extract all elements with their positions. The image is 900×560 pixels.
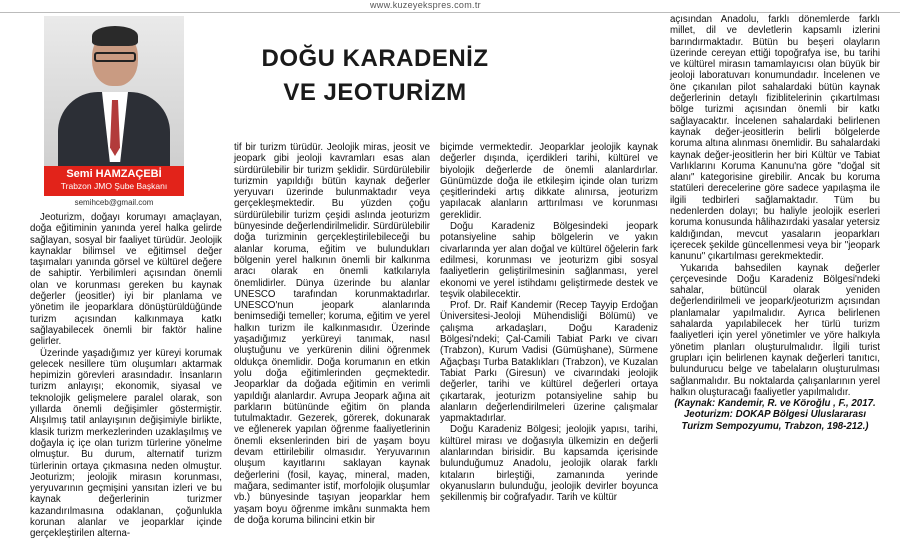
paragraph: Doğu Karadeniz Bölgesi; jeolojik yapısı, tarihi, kültürel mirası ve doğasıyla ülkemizin en değerli alanlarından birisidir. Bu kapsamda içerisinde bulunduğumuz Anadolu, jeolojik olarak farklı kıtaların birleştiği, zamanında yerinde okyanusların bulunduğu, jeolojik devirler boyunca şekillenmiş bir coğrafyadır. Tarih ve kültür bbox=[440, 424, 658, 504]
paragraph: Üzerinde yaşadığımız yer küreyi korumak gelecek nesillere tüm oluşumları aktarmak hepimizin görevleri arasındadır. İnsanların turizm anlayışı; ekonomik, siyasal ve teknolojik gelişmelere paralel olarak, son yıllarda önemli değişimler göstermiştir. Alışılmış tatil anlayışının değişimiyle birlikte, klasik turizm merkezlerinden uzaklaşılmış ve doğayla iç içe olan turizm türlerine yönelme olmuştur. Bu durum, alternatif turizm türlerinin ortaya çıkmasına neden olmuştur. Jeoturizm; jeolojik mirasın korunması, yeryuvarının geçmişini yansıtan izleri ve bu kaynak değerlerinin turizmer kazandırılmasına odaklanan, çoğunlukla korunan alanlar ve jeoparklar içinde gerçekleştirilen alterna- bbox=[30, 347, 222, 540]
paragraph: Jeoturizm, doğayı korumayı amaçlayan, doğa eğitiminin yanında yerel halka gelirde sağlayan, sosyal bir faaliyet türüdür. Jeolojik kaynaklar bilimsel ve eğitimsel değer taşımaları yanında görsel ve kültürel değere de sahiptir. Yerbilimleri açısından önemli olan ve korunması gereken bu kaynak değerler (jeositler) iyi bir planlama ve yönetim ile jeoparklara dönüştürüldüğünde turizm açısından kalkınmaya katkı sağlayabilecek önemli bir faktör haline gelirler. bbox=[30, 212, 222, 348]
author-email: semihceb@gmail.com bbox=[74, 198, 154, 207]
article-column-3 bbox=[440, 142, 658, 504]
article-column-2 bbox=[234, 142, 430, 526]
author-photo bbox=[44, 16, 184, 166]
article-column-4 bbox=[670, 14, 880, 432]
paragraph: Prof. Dr. Raif Kandemir (Recep Tayyip Erdoğan Üniversitesi-Jeoloji Mühendisliği Bölümü) ve çalışma arkadaşları, Doğu Karadeniz Bölgesi'ndeki; Çal-Camili Tabiat Parkı ve civarı (Trabzon), Kurum Vadisi (Gümüşhane), Sürmene Ağaçbaşı Turba Bataklıkları (Trabzon), ve Kuzalan Tabiat Parkı (Giresun) ve civarındaki jeolojik değerler, tarihi ve kültürel değerleri ortaya çıkartarak, jeoturizm potansiyeline sahip bu alanların değerlendirilmeleri üzerine çalışmalar yapmaktadırlar. bbox=[440, 300, 658, 425]
paragraph: açısından Anadolu, farklı dönemlerde farklı millet, dil ve devletlerin kapsamlı izlerini barındırmaktadır. Bütün bu beşeri olayların üzerinde cereyan ettiği topoğrafya ise, bu tarihi ve kültürel mirasın tamamlayıcısı olan büyük bir jeoloji laboratuvarı konumundadır. İncelenen ve öne çıkanılan pilot sahalardaki bütün kaynak değerlerinin detaylı fiziblitelerinin çıkartılması bölge turizmi açısından önemli bir katkı sağlayacaktır. İncelenen sahalardaki belirlenen kaynak değer-jeositlerin belirli bölgelerde koruma altına alınması önemlidir. Bu sahalardaki kaynak değer-jeositlerin her biri Kültür ve Tabiat Varlıklarını Koruma Kanunu'na göre "doğal sit alanı" kategorisine girebilir. Ancak bu koruma statüleri derecelerine göre sadece yapılaşma ile ilgili tedbirleri sağlamaktadır. Tüm bu nedenlerden dolayı; bu haliyle jeolojik eserleri koruma konusunda hâlihazırdaki yasalar yetersiz kaldığından, mevcut yasaların jeoparkları içerecek şekilde güncellenmesi veya bir "jeopark kanunu" çıkartılması gerekmektedir. bbox=[670, 14, 880, 263]
author-role: Trabzon JMO Şube Başkanı bbox=[60, 181, 168, 191]
author-name: Semi HAMZAÇEBİ bbox=[66, 168, 162, 180]
paragraph: biçimde vermektedir. Jeoparklar jeolojik kaynak değerler dışında, içerdikleri tarihi, kültürel ve biyolojik değerlerde de önemli alanlardırlar. Günümüzde doğa ile etkileşim içinde olan turizm çeşitlerindeki artış dikkate alınırsa, jeoturizm yapılacak alanların arttırılması ve korunması gereklidir. bbox=[440, 142, 658, 221]
author-caption bbox=[44, 166, 184, 196]
article-title bbox=[260, 42, 490, 110]
title-line-1: DOĞU KARADENİZ bbox=[261, 45, 489, 72]
site-url: www.kuzeyekspres.com.tr bbox=[370, 0, 481, 10]
paragraph: Yukarıda bahsedilen kaynak değerler çerçevesinde Doğu Karadeniz Bölgesi'ndeki sahalar, bütüncül olarak yeniden değerlendirilmeli ve jeopark/jeoturizm açısından planlamalar yapılmalıdır. Ayrıca belirlenen sahalarda yapılabilecek her türlü turizm faaliyetleri için yerel yönetimler ve yöre halkıyla yönetim planları oluşturulmalıdır. İlgili turist grupları için belirlenen kaynak değerleri tanıtıcı, bulundurucu belge ve tabelaların oluşturulması sağlanmalıdır. Bu noktalarda çalışanlarının yerel halkın oluşturacağı faaliyetler yapılmalıdır. bbox=[670, 262, 880, 398]
article-column-1 bbox=[30, 212, 222, 540]
title-line-2: VE JEOTURİZM bbox=[283, 79, 467, 106]
paragraph: tif bir turizm türüdür. Jeolojik miras, jeosit ve jeopark gibi jeoloji kavramları esas alan sürdürülebilir bir turizm şeklidir. Sürdürülebilir turizmin yapıldığı bütün kaynak değerler yeryuvarı üzerinde bulunmaktadır veya gerçekleşmektedir. Bu yüzden çoğu sürdürülebilir turizm çeşidi aslında jeoturizm bünyesinde değerlendirilmelidir. Sürdürülebilir doğa turizminin gerçekleştirilebileceği bu alanlar koruma, eğitim ve bulundukları bölgenin yerel halkının önemli bir kalkınma aracı olarak en önemli katkılarıyla önemlidirler. Dünya üzerinde bu alanlar UNESCO tarafından korunmaktadırlar. UNESCO'nun jeopark alanlarında benimsediği temeller; koruma, eğitim ve yerel halkın turizm ile kalkınmasıdır. Üzerinde yaşadığımız yerküreyi tanımak, nasıl oluştuğunu ve yerkürenin dilini öğrenmek oldukça önemlidir. Doğa korumanın en etkin yolu doğa eğitimlerinden geçmektedir. Jeoparklar da doğada eğitimin en verimli yapıldığı alanlardır. Avrupa Jeopark ağına ait parkların bütününde eğitim ön planda tutulmaktadır. Gezerek, görerek, dokunarak ve eğlenerek yapılan öğrenme faaliyetlerinin önemli eksenlerinden biri de yaşam boyu devam ettirilebilir olmasıdır. Yeryuvarının oluşum kayıtlarını saklayan kaynak değerlerini (fosil, kayaç, mineral, maden, mağara, sedimanter istif, morfolojik oluşumlar vb.) bünyesinde taşıyan jeoparklar hem yaşam boyu öğrenme imkânı sunmakta hem de doğa koruma bilincini etkin bir bbox=[234, 142, 430, 526]
paragraph: Doğu Karadeniz Bölgesindeki jeopark potansiyeline sahip bölgelerin ve yakın civarlarında yer alan doğal ve kültürel öğelerin fark edilmesi, korunması ve jeoturizm gibi sosyal faaliyetlerin geliştirilmesinin sağlanması, yerel ekonomi ve yerel istihdamı geliştirmede destek ve teşvik olabilecektir. bbox=[440, 221, 658, 300]
top-bar bbox=[0, 0, 900, 13]
reference-note: (Kaynak: Kandemir, R. ve Köroğlu , F., 2017. Jeoturizm: DOKAP Bölgesi Uluslararası Turizm Sempozyumu, Trabzon, 198-212.) bbox=[674, 398, 876, 432]
